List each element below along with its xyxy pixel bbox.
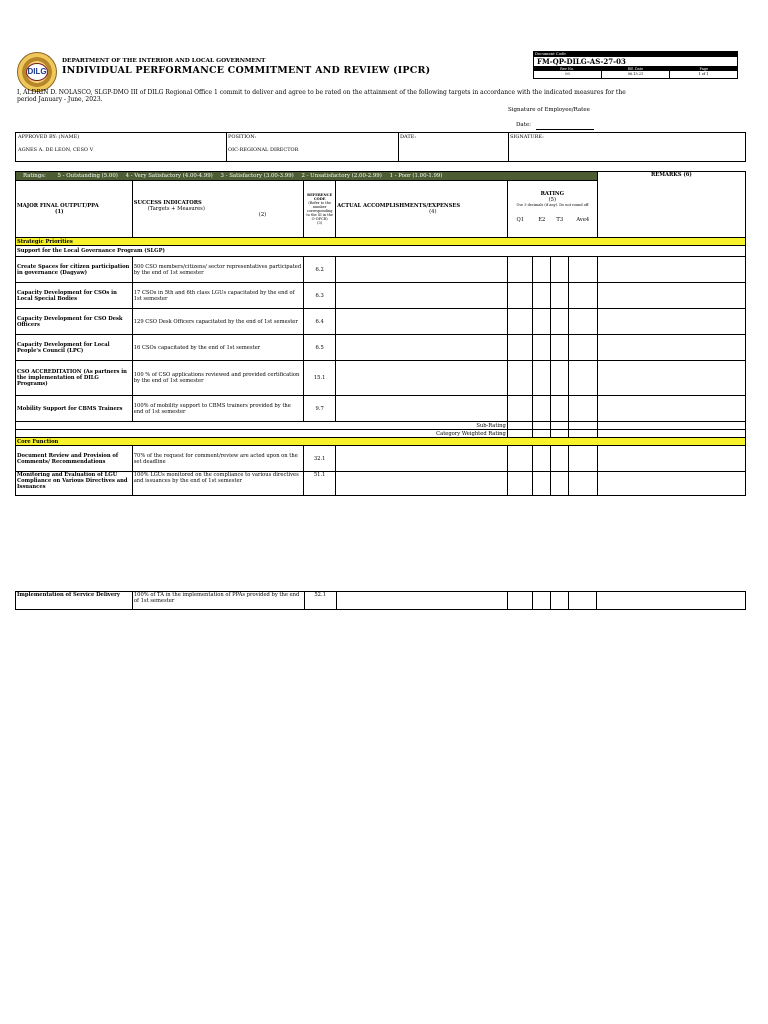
accomplishments-header: ACTUAL ACCOMPLISHMENTS/EXPENSES (4) bbox=[336, 181, 508, 238]
table-row: Mobility Support for CBMS Trainers 100% of mobility support to CBMS trainers provided by the end of 1st semester 9.7 bbox=[16, 396, 746, 422]
rev-label: Rev No. bbox=[560, 67, 575, 71]
rating-2: 2 - Unsatisfactory (2.00-2.99) bbox=[301, 173, 382, 179]
position-label: POSITION: bbox=[228, 134, 257, 140]
table-row: Monitoring and Evaluation of LGU Compliance on Various Directives and Issuances 100% LGUs monitored on the compliance to various directives and issuances by the end of 1st semester 51.1 bbox=[16, 472, 746, 496]
doc-code-label: Document Code bbox=[533, 51, 738, 56]
approver-position: OIC-REGIONAL DIRECTOR bbox=[228, 147, 299, 153]
q1-header: Q1 bbox=[516, 217, 525, 223]
table-row: Capacity Development for Local People's Council (LPC) 16 CSOs capacitated by the end of 1st semester 6.5 bbox=[16, 335, 746, 361]
rating-4: 4 - Very Satisfactory (4.00-4.99) bbox=[125, 173, 213, 179]
page-label: Page bbox=[699, 67, 709, 71]
eff-label: Eff. Date bbox=[627, 67, 644, 71]
document-code-box bbox=[533, 51, 738, 79]
approver-name: AGNES A. DE LEON, CESO V bbox=[18, 147, 94, 153]
slgp-subtitle-row: Support for the Local Governance Program (SLGP) bbox=[16, 246, 746, 257]
e2-header: E2 bbox=[538, 217, 546, 223]
ipcr-table bbox=[15, 171, 746, 496]
approval-signature-label: SIGNATURE: bbox=[510, 134, 544, 140]
page-title: INDIVIDUAL PERFORMANCE COMMITMENT AND REVIEW (IPCR) bbox=[62, 65, 431, 76]
ref-code-header: REFERENCE CODE (Refer to the number corresponding to the SI in the O-OPCR) (3) bbox=[304, 181, 336, 238]
table-row: Create Spaces for citizen participation in governance (Dagyaw) 500 CSO members/citizens/ sector representatives participated by the end of 1st semester 6.2 bbox=[16, 257, 746, 283]
page-value: 1 of 1 bbox=[669, 71, 737, 78]
table-row: Capacity Development for CSO Desk Officers 129 CSO Desk Officers capacitated by the end of 1st semester 6.4 bbox=[16, 309, 746, 335]
category-rating-row: Category Weighted Rating bbox=[16, 430, 746, 438]
commitment-statement: I, ALDRIN D. NOLASCO, SLGP-DMO III of DILG Regional Office 1 commit to deliver and agree to be rated on the attainment of the following targets in accordance with the indicated measures for the period January - June, 2023. bbox=[17, 89, 626, 103]
core-section-row: Core Function bbox=[16, 438, 746, 446]
sub-rating-row: Sub-Rating bbox=[16, 422, 746, 430]
eff-value: 06.15.21 bbox=[601, 71, 669, 78]
strategic-section-row: Strategic Priorities bbox=[16, 238, 746, 246]
approval-box bbox=[15, 132, 746, 162]
mfo-header: MAJOR FINAL OUTPUT/PPA (1) bbox=[16, 181, 133, 238]
t3-header: T3 bbox=[556, 217, 564, 223]
approved-by-label: APPROVED BY: (NAME) bbox=[18, 134, 80, 140]
ratings-legend-row bbox=[16, 172, 746, 181]
remarks-header: REMARKS (6) bbox=[597, 172, 745, 238]
table-row: Implementation of Service Delivery 100% of TA in the implementation of PPAs provided by the end of 1st semester 52.1 bbox=[16, 592, 746, 610]
date-line bbox=[536, 129, 594, 130]
ratings-label: Ratings: bbox=[23, 173, 46, 179]
signature-label: Signature of Employee/Ratee bbox=[508, 107, 590, 113]
approval-date-label: DATE: bbox=[400, 134, 417, 140]
rev-value: 00 bbox=[565, 72, 570, 76]
table-row: Document Review and Provision of Comments/ Recommendations 70% of the request for comment/review are acted upon on the set deadline 32.1 bbox=[16, 446, 746, 472]
date-label: Date: bbox=[516, 122, 532, 128]
doc-code: FM-QP-DILG-AS-27-03 bbox=[533, 56, 738, 67]
ave-header: Ave4 bbox=[576, 217, 590, 223]
logo-text: DILG bbox=[26, 63, 48, 81]
si-header: SUCCESS INDICATORS (Targets + Measures) (2) bbox=[132, 181, 303, 238]
table-row: Capacity Development for CSOs in Local Special Bodies 17 CSOs in 5th and 6th class LGUs capacitated by the end of 1st semester 6.3 bbox=[16, 283, 746, 309]
rating-header: RATING (5) Use 3 decimals (if any). Do not round off Q1 E2 T3 Ave4 bbox=[507, 181, 597, 238]
department-name: DEPARTMENT OF THE INTERIOR AND LOCAL GOVERNMENT bbox=[62, 58, 266, 64]
rating-5: 5 - Outstanding (5.00) bbox=[57, 173, 118, 179]
dilg-logo bbox=[17, 52, 57, 92]
table-row: CSO ACCREDITATION (As partners in the implementation of DILG Programs) 100 % of CSO applications reviewed and provided certification by the end of 1st semester 15.1 bbox=[16, 361, 746, 396]
ipcr-table-continued bbox=[15, 591, 746, 610]
rating-1: 1 - Poor (1.00-1.99) bbox=[389, 173, 443, 179]
rating-3: 3 - Satisfactory (3.00-3.99) bbox=[220, 173, 294, 179]
